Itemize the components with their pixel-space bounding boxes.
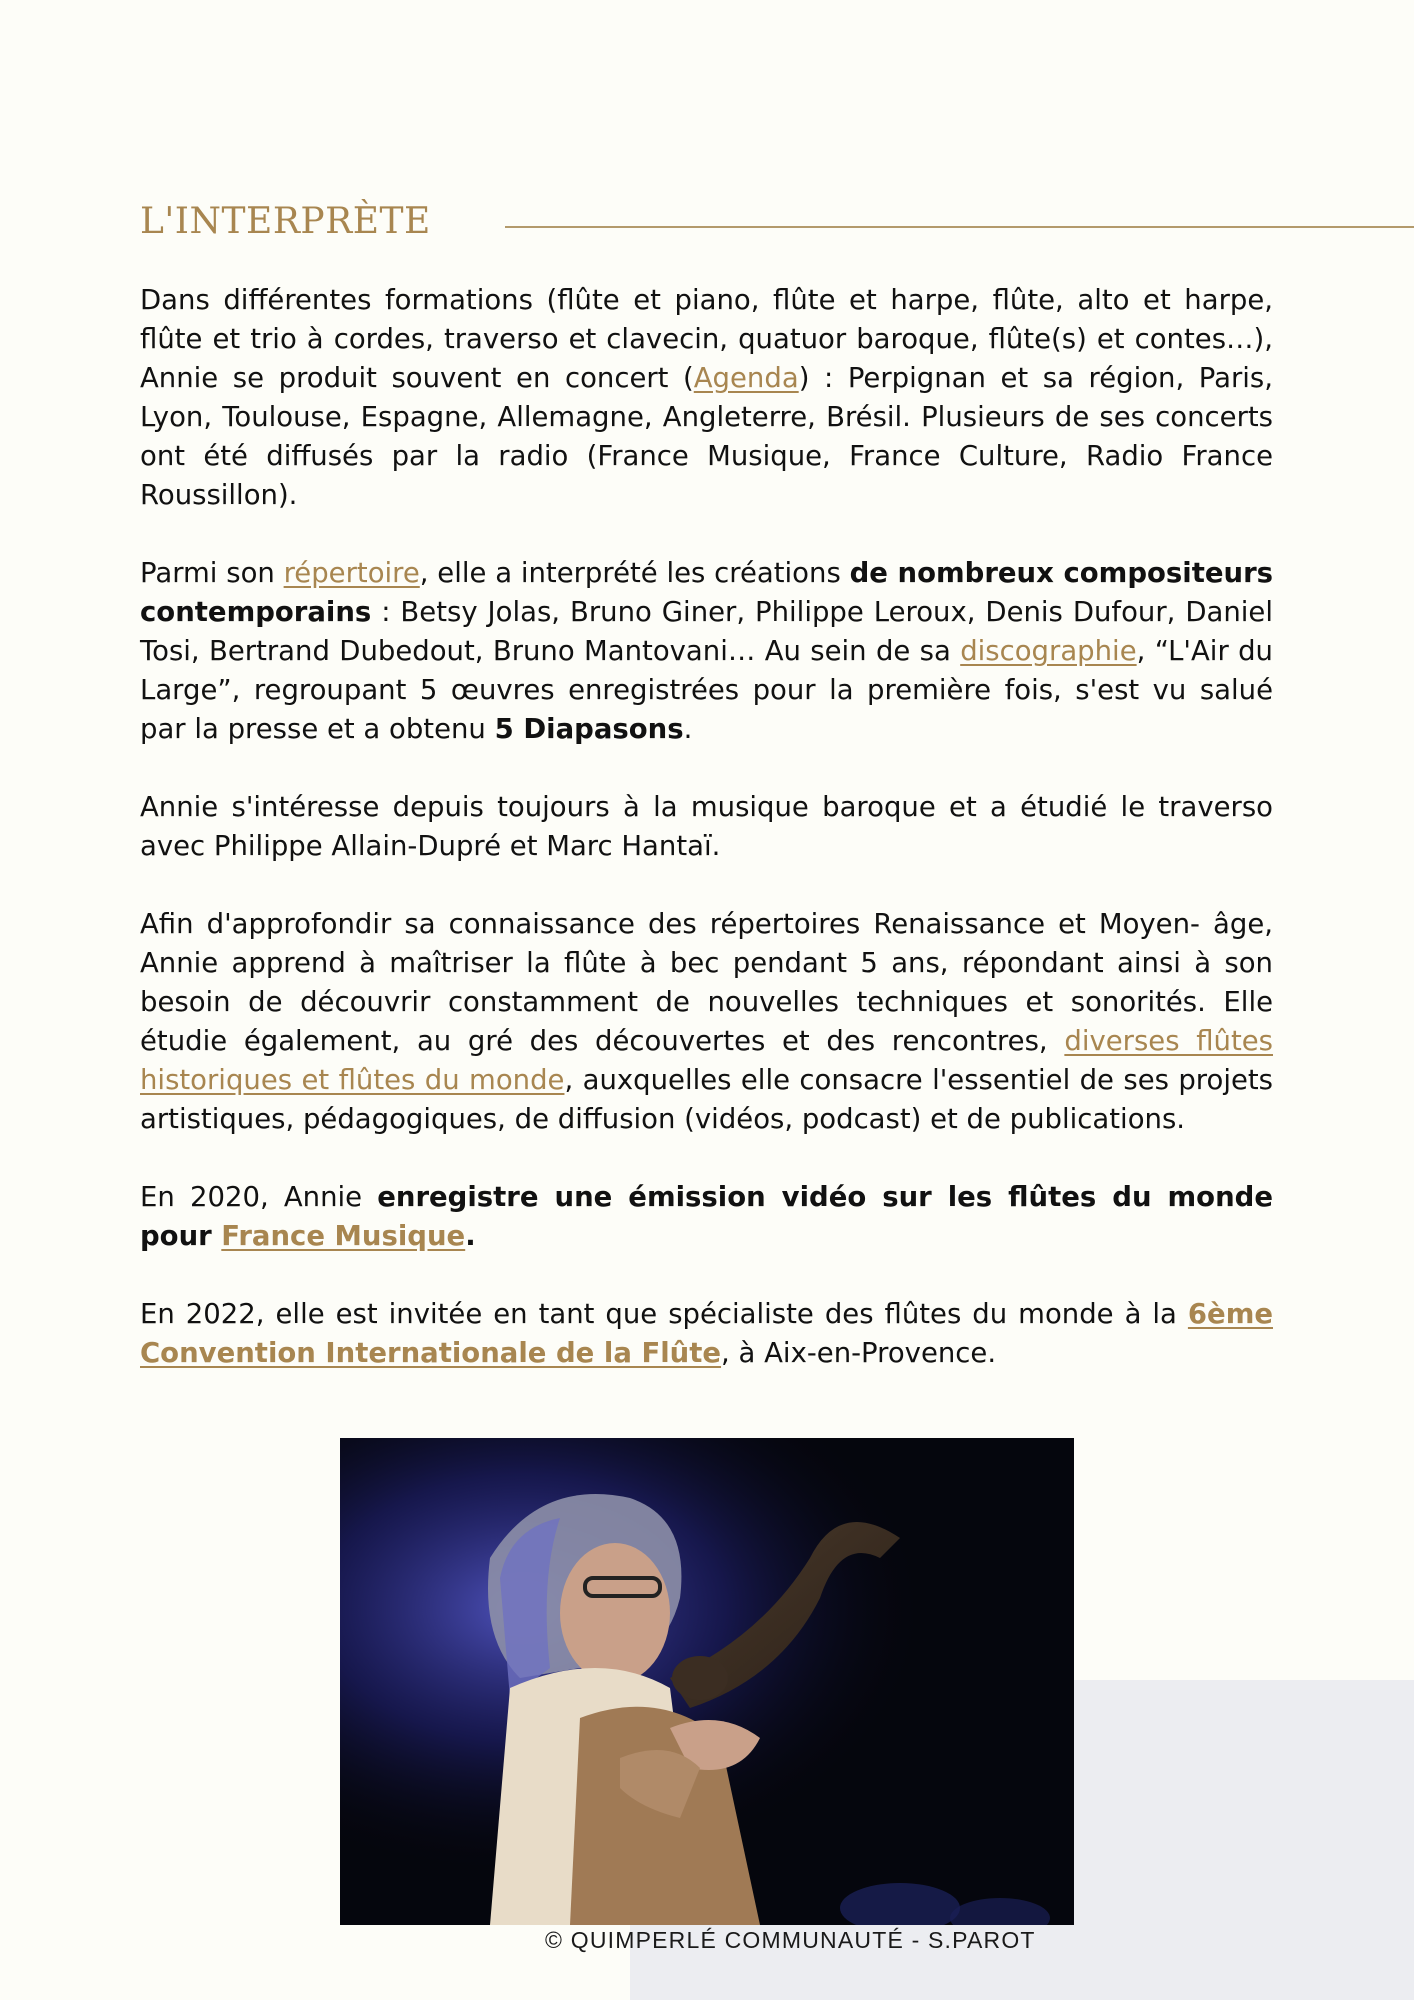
section-title: L'INTERPRÈTE xyxy=(140,201,431,242)
text-span: , à Aix-en-Provence. xyxy=(721,1337,997,1369)
flutes-du-monde-link[interactable]: diverses flûtes historiques et flûtes du monde xyxy=(140,1025,1273,1096)
text-span: : Betsy Jolas, Bruno Giner, Philippe Leroux, Denis Dufour, Daniel Tosi, Bertrand Dubedout, Bruno Mantovani… Au sein de sa xyxy=(140,596,1273,667)
repertoire-link[interactable]: répertoire xyxy=(283,557,420,589)
agenda-link[interactable]: Agenda xyxy=(693,362,799,394)
heading-divider xyxy=(505,226,1414,228)
text-span: En 2020, Annie xyxy=(140,1181,378,1213)
main-text xyxy=(140,281,1273,1412)
text-span: . xyxy=(683,713,693,745)
discographie-link[interactable]: discographie xyxy=(960,635,1137,667)
bold-span: enregistre une émission vidéo sur les flûtes du monde pour xyxy=(140,1181,1273,1252)
paragraph-repertoire xyxy=(140,554,1273,749)
text-span: En 2022, elle est invitée en tant que spécialiste des flûtes du monde à la xyxy=(140,1298,1188,1330)
paragraph-concerts xyxy=(140,281,1273,515)
paragraph-2020 xyxy=(140,1178,1273,1256)
text-span: Annie s'intéresse depuis toujours à la musique baroque et a étudié le traverso avec Philippe Allain-Dupré et Marc Hantaï. xyxy=(140,791,1273,862)
paragraph-2022 xyxy=(140,1295,1273,1373)
bold-text: 5 Diapasons xyxy=(494,713,684,745)
text-span: ) : Perpignan et sa région, Paris, Lyon, Toulouse, Espagne, Allemagne, Angleterre, Brésil. Plusieurs de ses concerts ont été diffusés par la radio (France Musique, France Culture, Radio France Roussillon). xyxy=(140,362,1273,511)
text-span: Parmi son xyxy=(140,557,284,589)
convention-link[interactable]: 6ème Convention Internationale de la Flûte xyxy=(140,1298,1273,1369)
bold-text: de nombreux compositeurs contemporains xyxy=(140,557,1274,628)
paragraph-baroque xyxy=(140,788,1273,866)
text-span: , elle a interprété les créations xyxy=(419,557,850,589)
performer-photo xyxy=(340,1438,1074,1925)
photo-caption: © QUIMPERLÉ COMMUNAUTÉ - S.PAROT xyxy=(545,1927,1036,1953)
bold-span: . xyxy=(465,1220,476,1252)
text-span: Dans différentes formations (flûte et piano, flûte et harpe, flûte, alto et harpe, flûte et trio à cordes, traverso et clavecin, quatuor baroque, flûte(s) et contes…), Annie se produit souvent en concert ( xyxy=(140,284,1273,394)
text-span: , “L'Air du Large”, regroupant 5 œuvres enregistrées pour la première fois, s'est vu salué par la presse et a obtenu xyxy=(140,635,1273,745)
france-musique-link[interactable]: France Musique xyxy=(221,1220,466,1252)
text-span: Afin d'approfondir sa connaissance des répertoires Renaissance et Moyen- âge, Annie apprend à maîtriser la flûte à bec pendant 5 ans, répondant ainsi à son besoin de découvrir constamment de nouvelles techniques et sonorités. Elle étudie également, au gré des découvertes et des rencontres, xyxy=(140,908,1273,1057)
paragraph-renaissance xyxy=(140,905,1273,1139)
photo-illustration xyxy=(340,1438,1074,1925)
text-span: , auxquelles elle consacre l'essentiel de ses projets artistiques, pédagogiques, de diffusion (vidéos, podcast) et de publications. xyxy=(140,1064,1273,1135)
